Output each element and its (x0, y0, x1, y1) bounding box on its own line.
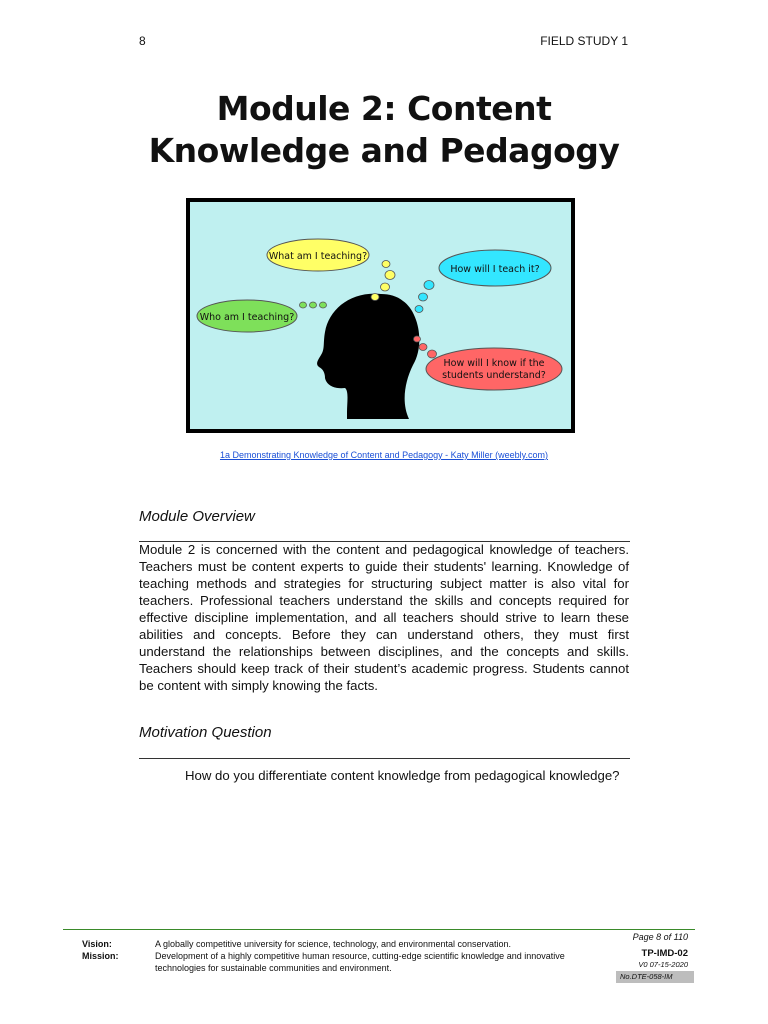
motivation-rule (139, 758, 630, 759)
bubble-how-text: How will I teach it? (450, 264, 540, 275)
document-code: TP-IMD-02 (641, 948, 688, 959)
dot-green-1 (300, 302, 307, 308)
vision-text: A globally competitive university for science, technology, and environmental conservation. (155, 939, 512, 949)
bubble-know-text-2: students understand? (442, 370, 546, 381)
dot-yellow-3 (385, 271, 395, 280)
document-version: V0 07-15-2020 (638, 960, 688, 969)
title-line-1: Module 2: Content (216, 89, 552, 128)
dot-cyan-2 (419, 293, 428, 301)
motivation-heading: Motivation Question (139, 724, 272, 741)
thinking-head-figure (185, 197, 576, 434)
overview-heading: Module Overview (139, 508, 255, 525)
dot-yellow-1 (371, 294, 379, 301)
overview-body: Module 2 is concerned with the content and pedagogical knowledge of teachers. Teachers must be content experts to guide their students' learning. Knowledge of teaching methods and strategies for structuring subject matter is also vital for teachers. Professional teachers understand the skills and concepts required for effective discipline implementation, and all teachers should strive to learn these abilities and concepts. Before they can understand others, they must first understand the relationships between disciplines, and the concepts and skills. Teachers should keep track of their student’s academic progress. Students cannot be content with simply knowing the facts. (139, 542, 629, 693)
motivation-question (151, 767, 621, 784)
course-header: FIELD STUDY 1 (540, 34, 628, 48)
dot-red-2 (419, 344, 427, 351)
motivation-question-text: How do you differentiate content knowledge from pedagogical knowledge? (185, 768, 620, 783)
dot-yellow-4 (382, 261, 390, 268)
bubble-know (426, 348, 562, 390)
footer-rule (63, 929, 695, 930)
mission-label: Mission: (82, 951, 119, 961)
vision-label: Vision: (82, 939, 112, 949)
page-number: 8 (139, 34, 146, 48)
dot-green-2 (310, 302, 317, 308)
dot-red-1 (414, 336, 421, 342)
mission-text: Development of a highly competitive human resource, cutting-edge scientific knowledge and innovative technologies for sustainable communities and environment. (155, 951, 565, 973)
dot-green-3 (320, 302, 327, 308)
document-number-badge: No.DTE-058-IM (616, 971, 694, 983)
page-of-total: Page 8 of 110 (632, 932, 688, 942)
dot-red-3 (428, 350, 437, 358)
bubble-who-text: Who am I teaching? (199, 312, 295, 323)
dot-yellow-2 (381, 283, 390, 291)
dot-cyan-3 (424, 281, 434, 290)
figure-caption-link[interactable]: 1a Demonstrating Knowledge of Content and Pedagogy - Katy Miller (weebly.com) (219, 450, 548, 460)
bubble-what-text: What am I teaching? (268, 251, 368, 262)
title-line-2: Knowledge and Pedagogy (148, 131, 620, 170)
bubble-know-text-1: How will I know if the (443, 358, 545, 369)
dot-cyan-1 (415, 306, 423, 313)
page-title (100, 88, 668, 172)
